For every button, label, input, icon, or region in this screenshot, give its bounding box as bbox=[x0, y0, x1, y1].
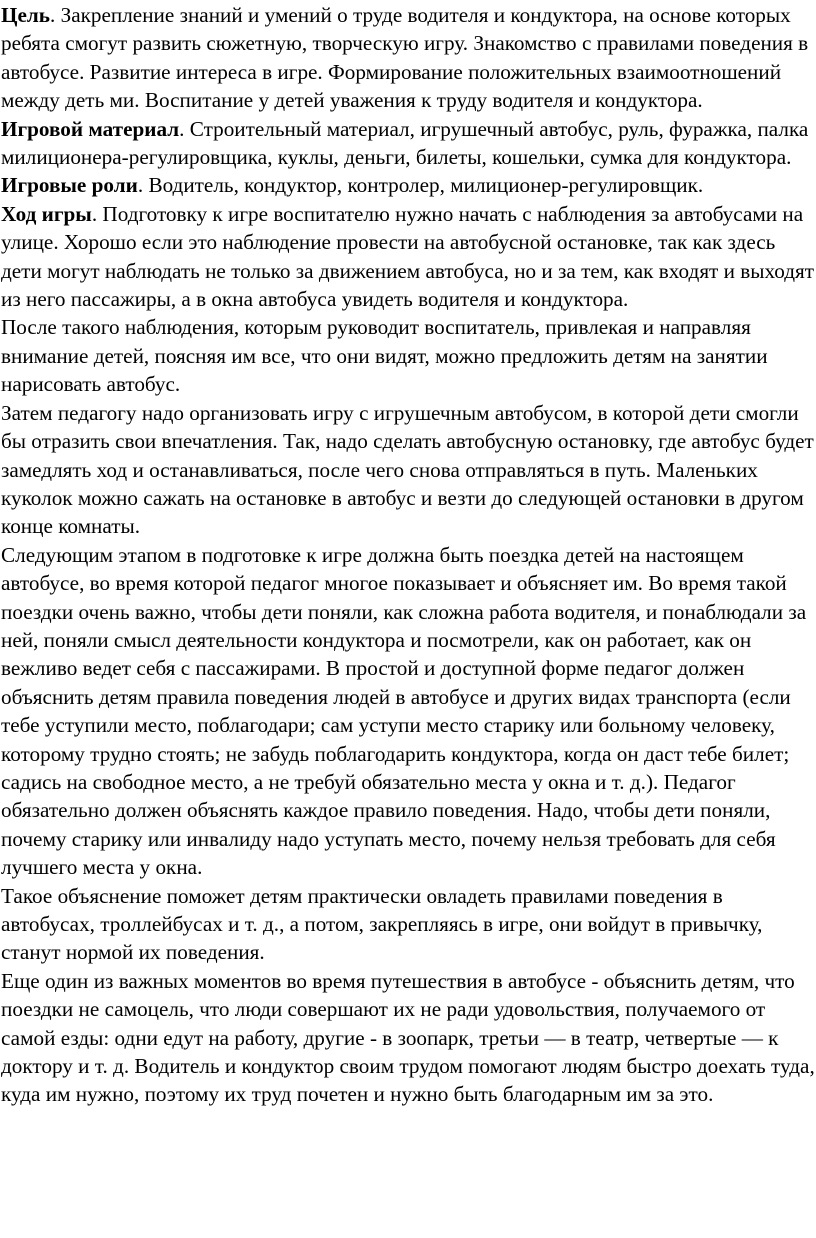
course-paragraph bbox=[1, 200, 816, 314]
roles-label: Игровые роли bbox=[1, 173, 138, 198]
material-label: Игровой материал bbox=[1, 116, 180, 141]
toy-bus-paragraph: Затем педагогу надо организовать игру с игрушечным автобусом, в которой дети смогли бы отразить свои впечатления. Так, надо сделать автобусную остановку, где автобус будет замедлять ход и останавливаться, после чего снова отправляться в путь. Маленьких куколок можно сажать на остановке в автобус и везти до следующей остановки в другом конце комнаты. bbox=[1, 400, 814, 539]
roles-paragraph bbox=[1, 171, 816, 199]
material-paragraph bbox=[1, 115, 816, 172]
course-label: Ход игры bbox=[1, 201, 92, 226]
course-text: . Подготовку к игре воспитателю нужно начать с наблюдения за автобусами на улице. Хорошо если это наблюдение провести на автобусной остановке, так как здесь дети могут наблюдать не только за движением автобуса, но и за тем, как входят и выходят из него пассажиры, а в окна автобуса увидеть водителя и кондуктора. bbox=[1, 201, 815, 312]
material-text: . Строительный материал, игрушечный автобус, руль, фуражка, палка милиционера-регулировщика, куклы, деньги, билеты, кошельки, сумка для кондуктора. bbox=[1, 116, 809, 170]
roles-text: . Водитель, кондуктор, контролер, милиционер-регулировщик. bbox=[137, 173, 704, 198]
observation-paragraph: После такого наблюдения, которым руководит воспитатель, привлекая и направляя внимание детей, поясняя им все, что они видят, можно предложить детям на занятии нарисовать автобус. bbox=[1, 315, 768, 397]
purpose-paragraph: Еще один из важных моментов во время путешествия в автобусе - объяснить детям, что поездки не самоцель, что люди совершают их не ради удовольствия, получаемого от самой езды: одни едут на работу, другие - в зоопарк, третьи — в театр, четвертые — к доктору и т. д. Водитель и кондуктор своим трудом помогают людям быстро доехать туда, куда им нужно, поэтому их труд почетен и нужно быть благодарным им за это. bbox=[1, 968, 815, 1107]
bus-trip-paragraph: Следующим этапом в подготовке к игре должна быть поездка детей на настоящем автобусе, во время которой педагог многое показывает и объясняет им. Во время такой поездки очень важно, чтобы дети поняли, как сложна работа водителя, и понаблюдали за ней, поняли смысл деятельности кондуктора и посмотрели, как он работает, как он вежливо ведет себя с пассажирами. В простой и доступной форме педагог должен объяснить детям правила поведения людей в автобусе и других видах транспорта (если тебе уступили место, поблагодари; сам уступи место старику или больному человеку, которому трудно стоять; не забудь поблагодарить кондуктора, когда он даст тебе билет; садись на свободное место, а не требуй обязательно места у окна и т. д.). Педагог обязательно должен объяснять каждое правило поведения. Надо, чтобы дети поняли, почему старику или инвалиду надо уступать место, почему нельзя требовать для себя лучшего места у окна. bbox=[1, 542, 807, 880]
goal-paragraph bbox=[1, 1, 816, 115]
goal-text: . Закрепление знаний и умений о труде водителя и кондуктора, на основе которых ребята смогут развить сюжетную, творческую игру. Знакомство с правилами поведения в автобусе. Развитие интереса в игре. Формирование положительных взаимоотношений между деть ми. Воспитание у детей уважения к труду водителя и кондуктора. bbox=[1, 3, 809, 113]
explanation-paragraph: Такое объяснение поможет детям практически овладеть правилами поведения в автобусах, троллейбусах и т. д., а потом, закрепляясь в игре, они войдут в привычку, станут нормой их поведения. bbox=[1, 883, 763, 965]
goal-label: Цель bbox=[1, 3, 50, 27]
